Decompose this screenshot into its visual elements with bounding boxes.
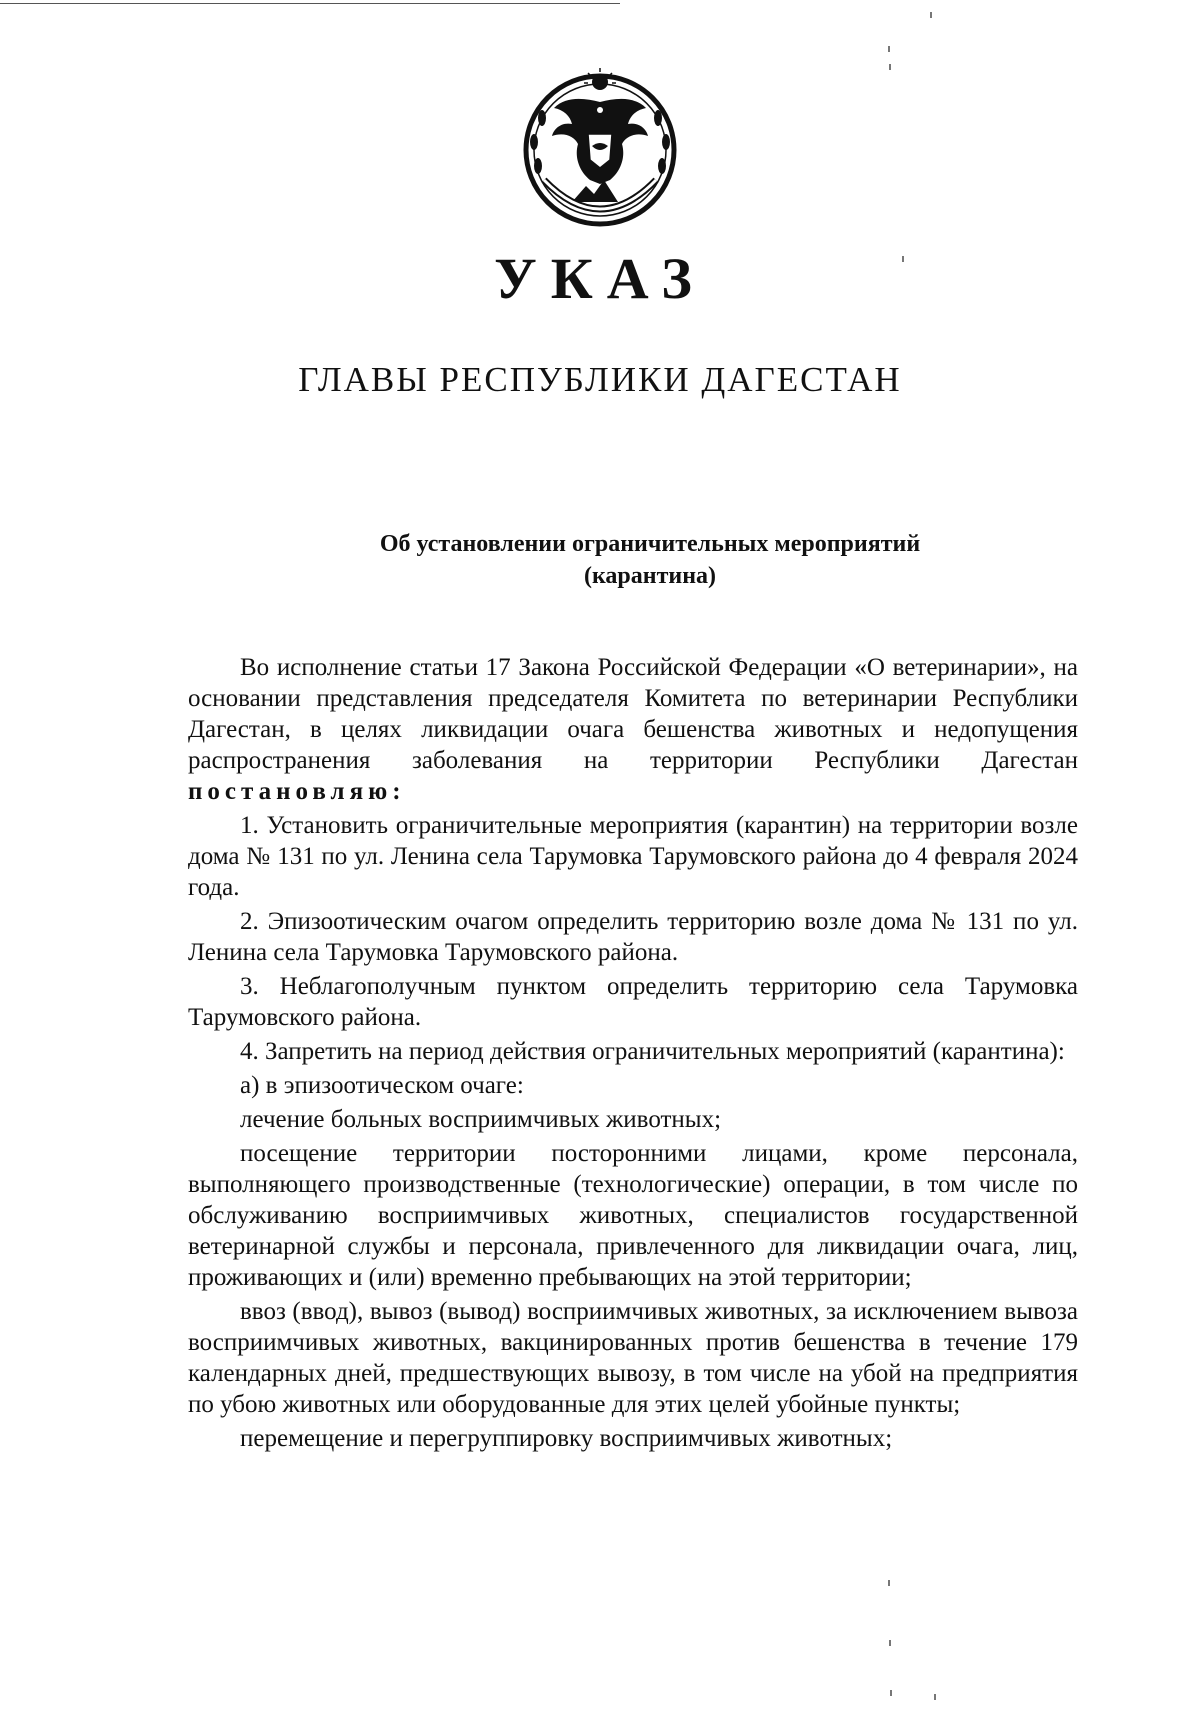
document-heading — [300, 528, 1000, 592]
item-4a-visiting: посещение территории посторонними лицами, кроме персонала, выполняющего производственные (технологические) операции, в том числе по обслуживанию восприимчивых животных, специалистов государственной ветеринарной службы и персонала, привлеченного для ликвидации очага, лиц, проживающих и (или) временно пребывающих на этой территории; — [188, 1140, 1078, 1291]
scan-edge-line — [0, 3, 620, 4]
scan-speck — [889, 64, 891, 70]
item-4: 4. Запретить на период действия ограничительных мероприятий (карантина): — [240, 1038, 1065, 1065]
item-3: 3. Неблагополучным пунктом определить территорию села Тарумовка Тарумовского района. — [188, 973, 1078, 1031]
item-4a-relocation: перемещение и перегруппировку восприимчивых животных; — [240, 1425, 893, 1452]
preamble-text: Во исполнение статьи 17 Закона Российской Федерации «О ветеринарии», на основании представления председателя Комитета по ветеринарии Республики Дагестан, в целях ликвидации очага бешенства животных и недопущения распространения заболевания на территории Республики Дагестан — [188, 654, 1078, 774]
document-body — [188, 652, 1078, 1457]
decree-word: постановляю: — [188, 778, 406, 805]
issuing-authority: ГЛАВЫ РЕСПУБЛИКИ ДАГЕСТАН — [298, 360, 902, 399]
item-4a-treatment: лечение больных восприимчивых животных; — [240, 1106, 722, 1133]
scan-speck — [930, 12, 932, 18]
scan-speck — [902, 256, 904, 262]
scan-speck — [888, 46, 890, 52]
item-2: 2. Эпизоотическим очагом определить территорию возле дома № 131 по ул. Ленина села Тарумовка Тарумовского района. — [188, 908, 1078, 966]
item-4a: а) в эпизоотическом очаге: — [240, 1072, 524, 1099]
document-heading-line-2: (карантина) — [583, 563, 717, 589]
scan-speck — [890, 1690, 892, 1696]
scan-speck — [889, 1640, 891, 1646]
scan-speck — [934, 1694, 936, 1700]
item-4a-transport: ввоз (ввод), вывоз (вывод) восприимчивых животных, за исключением вывоза восприимчивых животных, вакцинированных против бешенства в течение 179 календарных дней, предшествующих вывозу, в том числе на убой на предприятия по убою животных или оборудованные для этих целей убойные пункты; — [188, 1298, 1078, 1418]
document-type-title: УКАЗ — [494, 246, 706, 311]
item-1: 1. Установить ограничительные мероприятия (карантин) на территории возле дома № 131 по ул. Ленина села Тарумовка Тарумовского района до 4 февраля 2024 года. — [188, 812, 1078, 901]
document-heading-line-1: Об установлении ограничительных мероприятий — [379, 531, 921, 557]
dagestan-coat-of-arms-icon — [514, 62, 686, 234]
preamble-paragraph — [188, 652, 1078, 807]
scan-speck — [888, 1580, 890, 1586]
